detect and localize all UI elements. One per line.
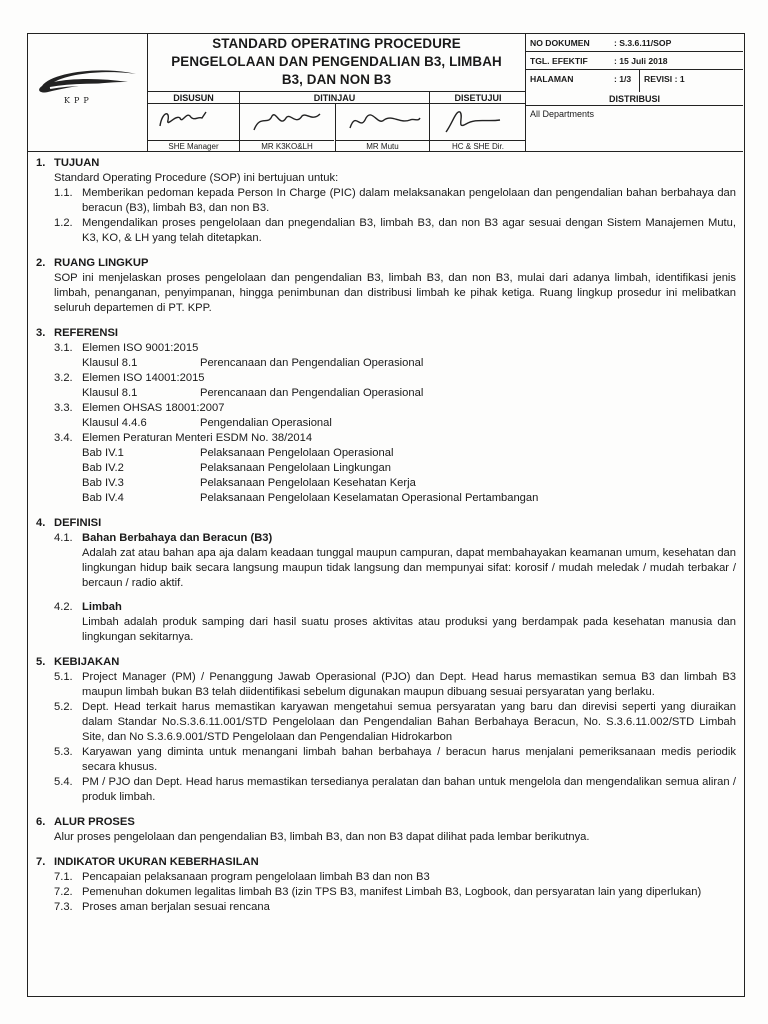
document-frame: [27, 33, 745, 997]
distribution-heading: DISTRIBUSI: [526, 92, 743, 106]
section-number: 3.: [36, 327, 46, 339]
definition-term: Limbah: [82, 601, 122, 613]
item-text: Dept. Head terkait harus memastikan karyawan mengetahui semua persyaratan yang baru dan direvisi seperti yang diuraikan dalam Standar No.S.3.6.11.001/STD Pengelolaan dan Pengendalian Bahan Berbahaya Beracun, No. S.3.6.11.002/STD Limbah Site, dan No S.3.6.9.001/STD Pengelolaan dan Pengendalian Hidrokarbon: [82, 701, 736, 743]
list-item: [36, 745, 736, 775]
item-text: Elemen OHSAS 18001:2007: [82, 402, 225, 414]
section-title: REFERENSI: [54, 327, 119, 339]
approval-block: [148, 92, 526, 152]
section-number: 4.: [36, 517, 46, 529]
reference-clause: [36, 491, 736, 506]
section-heading: [36, 655, 736, 670]
section-heading: [36, 156, 736, 171]
clause-key: Klausul 4.4.6: [82, 417, 147, 429]
list-item: [36, 775, 736, 805]
definition-text: Adalah zat atau bahan apa aja dalam keadaan tunggal maupun campuran, dapat membahayakan keamanan umum, kesehatan dan lingkungan hidup baik secara langsung maupun tidak langsung dan mempunyai sifat: korosif / mudah meledak / mudah terbakar / bercaun / radio aktif.: [82, 547, 736, 589]
list-item: [36, 870, 736, 885]
reference-clause: [36, 356, 736, 371]
meta-value: : 15 Juli 2018: [614, 56, 668, 66]
meta-row-tgl-efektif: [526, 52, 743, 70]
meta-revisi: REVISI : 1: [644, 74, 685, 84]
definition-item: [36, 600, 736, 615]
item-text: Pemenuhan dokumen legalitas limbah B3 (izin TPS B3, manifest Limbah B3, Logbook, dan persyaratan lain yang diperlukan): [82, 886, 702, 898]
section-number: 2.: [36, 257, 46, 269]
meta-value: : 1/3: [614, 74, 632, 84]
distribution-value: All Departments: [530, 109, 595, 119]
approval-divider: [335, 104, 336, 140]
meta-value: : S.3.6.11/SOP: [614, 38, 672, 48]
section-number: 6.: [36, 816, 46, 828]
clause-key: Bab IV.1: [82, 447, 124, 459]
section-title: RUANG LINGKUP: [54, 257, 149, 269]
item-text: Project Manager (PM) / Penanggung Jawab Operasional (PJO) dan Dept. Head harus memastikan semua B3 dan limbah B3 maupun limbah bukan B3 telah diidentifikasi sebelum digunakan maupun dibuang sesuai persyaratan yang berlaku.: [82, 671, 736, 698]
company-name: KPP: [64, 96, 93, 105]
clause-value: Pelaksanaan Pengelolaan Operasional: [200, 447, 394, 459]
definition-item: [36, 531, 736, 546]
section-indikator: [36, 855, 736, 915]
title-line: B3, DAN NON B3: [281, 72, 392, 87]
title-line: PENGELOLAAN DAN PENGENDALIAN B3, LIMBAH: [171, 54, 502, 69]
item-number: 4.1.: [54, 532, 73, 544]
section-heading: [36, 326, 736, 341]
approval-heading: DITINJAU: [240, 92, 429, 104]
reference-clause: [36, 446, 736, 461]
signature-icon: [344, 106, 424, 136]
clause-value: Pengendalian Operasional: [200, 417, 332, 429]
section-text: SOP ini menjelaskan proses pengelolaan dan pengendalian B3, limbah B3, dan non B3, mulai dari adanya limbah, identifikasi jenis limbah, penanganan, penyimpanan, hingga penimbunan dan distribusi limbah ke pihak ketiga. Ruang lingkup prosedur ini melibatkan seluruh departemen di PT. KPP.: [54, 272, 736, 314]
list-item: [36, 700, 736, 745]
clause-value: Pelaksanaan Pengelolaan Lingkungan: [200, 462, 391, 474]
section-ruang-lingkup: [36, 256, 736, 316]
document-header: [28, 34, 743, 152]
clause-key: Klausul 8.1: [82, 357, 138, 369]
distribution-block: [526, 92, 743, 152]
item-text: Proses aman berjalan sesuai rencana: [82, 901, 270, 913]
section-heading: [36, 256, 736, 271]
item-text: PM / PJO dan Dept. Head harus memastikan tersedianya peralatan dan bahan untuk mengelola dan mengendalikan semua aliran / produk limbah.: [82, 776, 736, 803]
logo-cell: [28, 34, 148, 152]
definition-term: Bahan Berbahaya dan Beracun (B3): [82, 532, 273, 544]
item-number: 4.2.: [54, 601, 73, 613]
item-text: Elemen ISO 9001:2015: [82, 342, 199, 354]
item-number: 7.3.: [54, 901, 73, 913]
approval-role: HC & SHE Dir.: [430, 140, 526, 152]
meta-divider: [639, 70, 640, 92]
item-number: 1.2.: [54, 217, 73, 229]
section-title: KEBIJAKAN: [54, 656, 120, 668]
section-heading: [36, 855, 736, 870]
reference-clause: [36, 461, 736, 476]
meta-row-no-dokumen: [526, 34, 743, 52]
section-definisi: [36, 516, 736, 645]
approval-role: SHE Manager: [148, 140, 239, 152]
signature-icon: [436, 106, 516, 136]
item-number: 5.4.: [54, 776, 73, 788]
approval-heading: DISUSUN: [148, 92, 239, 104]
approval-role: MR K3KO&LH: [240, 140, 334, 152]
clause-key: Bab IV.4: [82, 492, 124, 504]
clause-key: Bab IV.3: [82, 477, 124, 489]
clause-value: Perencanaan dan Pengendalian Operasional: [200, 387, 424, 399]
meta-label: HALAMAN: [530, 74, 574, 84]
item-number: 5.2.: [54, 701, 73, 713]
approval-heading: DISETUJUI: [430, 92, 526, 104]
item-number: 1.1.: [54, 187, 73, 199]
item-number: 3.1.: [54, 342, 73, 354]
item-text: Karyawan yang diminta untuk menangani limbah bahan berbahaya / beracun harus menjalani pemeriksanaan medis periodik secara khusus.: [82, 746, 736, 773]
item-number: 7.1.: [54, 871, 73, 883]
item-text: Elemen ISO 14001:2015: [82, 372, 205, 384]
signature-icon: [250, 106, 330, 136]
item-number: 5.1.: [54, 671, 73, 683]
section-number: 5.: [36, 656, 46, 668]
spacer: [36, 591, 736, 600]
list-item: [36, 900, 736, 915]
section-title: TUJUAN: [54, 157, 100, 169]
approval-role: MR Mutu: [335, 140, 429, 152]
item-text: Memberikan pedoman kepada Person In Charge (PIC) dalam melaksanakan pengelolaan dan pengendalian bahan berbahaya dan beracun (B3), limbah B3, dan non B3.: [82, 187, 736, 214]
meta-label: TGL. EFEKTIF: [530, 56, 588, 66]
section-heading: [36, 815, 736, 830]
list-item: [36, 885, 736, 900]
section-title: DEFINISI: [54, 517, 102, 529]
approval-disusun: [148, 92, 240, 152]
section-text: Standard Operating Procedure (SOP) ini bertujuan untuk:: [54, 172, 339, 184]
section-title: INDIKATOR UKURAN KEBERHASILAN: [54, 856, 259, 868]
clause-key: Bab IV.2: [82, 462, 124, 474]
section-kebijakan: [36, 655, 736, 805]
list-item: [36, 186, 736, 216]
kpp-logo-icon: [32, 64, 144, 100]
section-text: Alur proses pengelolaan dan pengendalian B3, limbah B3, dan non B3 dapat dilihat pada lembar berikutnya.: [54, 831, 590, 843]
item-text: Mengendalikan proses pengelolaan dan pnegendalian B3, limbah B3, dan non B3 agar sesuai dengan Sistem Manajemen Mutu, K3, KO, & LH yang telah ditetapkan.: [82, 217, 736, 244]
meta-row-halaman: [526, 70, 743, 92]
document-title: [148, 34, 526, 92]
reference-clause: [36, 386, 736, 401]
item-number: 7.2.: [54, 886, 73, 898]
clause-value: Perencanaan dan Pengendalian Operasional: [200, 357, 424, 369]
clause-key: Klausul 8.1: [82, 387, 138, 399]
reference-item: [36, 371, 736, 386]
reference-item: [36, 431, 736, 446]
document-body: [36, 156, 736, 915]
item-text: Elemen Peraturan Menteri ESDM No. 38/2014: [82, 432, 313, 444]
item-text: Pencapaian pelaksanaan program pengelolaan limbah B3 dan non B3: [82, 871, 430, 883]
title-line: STANDARD OPERATING PROCEDURE: [212, 36, 461, 51]
section-tujuan: [36, 156, 736, 246]
list-item: [36, 670, 736, 700]
list-item: [36, 216, 736, 246]
section-number: 7.: [36, 856, 46, 868]
reference-item: [36, 341, 736, 356]
section-title: ALUR PROSES: [54, 816, 135, 828]
definition-text: Limbah adalah produk samping dari hasil suatu proses aktivitas atau produksi yang berdampak pada kesehatan manusia dan lingkungan sekitarnya.: [82, 616, 736, 643]
reference-item: [36, 401, 736, 416]
item-number: 3.3.: [54, 402, 73, 414]
clause-value: Pelaksanaan Pengelolaan Kesehatan Kerja: [200, 477, 416, 489]
section-alur-proses: [36, 815, 736, 845]
reference-clause: [36, 416, 736, 431]
document-meta: [526, 34, 743, 92]
section-heading: [36, 516, 736, 531]
signature-icon: [154, 106, 224, 136]
approval-ditinjau: [240, 92, 430, 152]
approval-disetujui: [430, 92, 526, 152]
section-referensi: [36, 326, 736, 506]
reference-clause: [36, 476, 736, 491]
item-number: 3.4.: [54, 432, 73, 444]
section-number: 1.: [36, 157, 46, 169]
clause-value: Pelaksanaan Pengelolaan Keselamatan Operasional Pertambangan: [200, 492, 539, 504]
item-number: 3.2.: [54, 372, 73, 384]
item-number: 5.3.: [54, 746, 73, 758]
meta-label: NO DOKUMEN: [530, 38, 590, 48]
